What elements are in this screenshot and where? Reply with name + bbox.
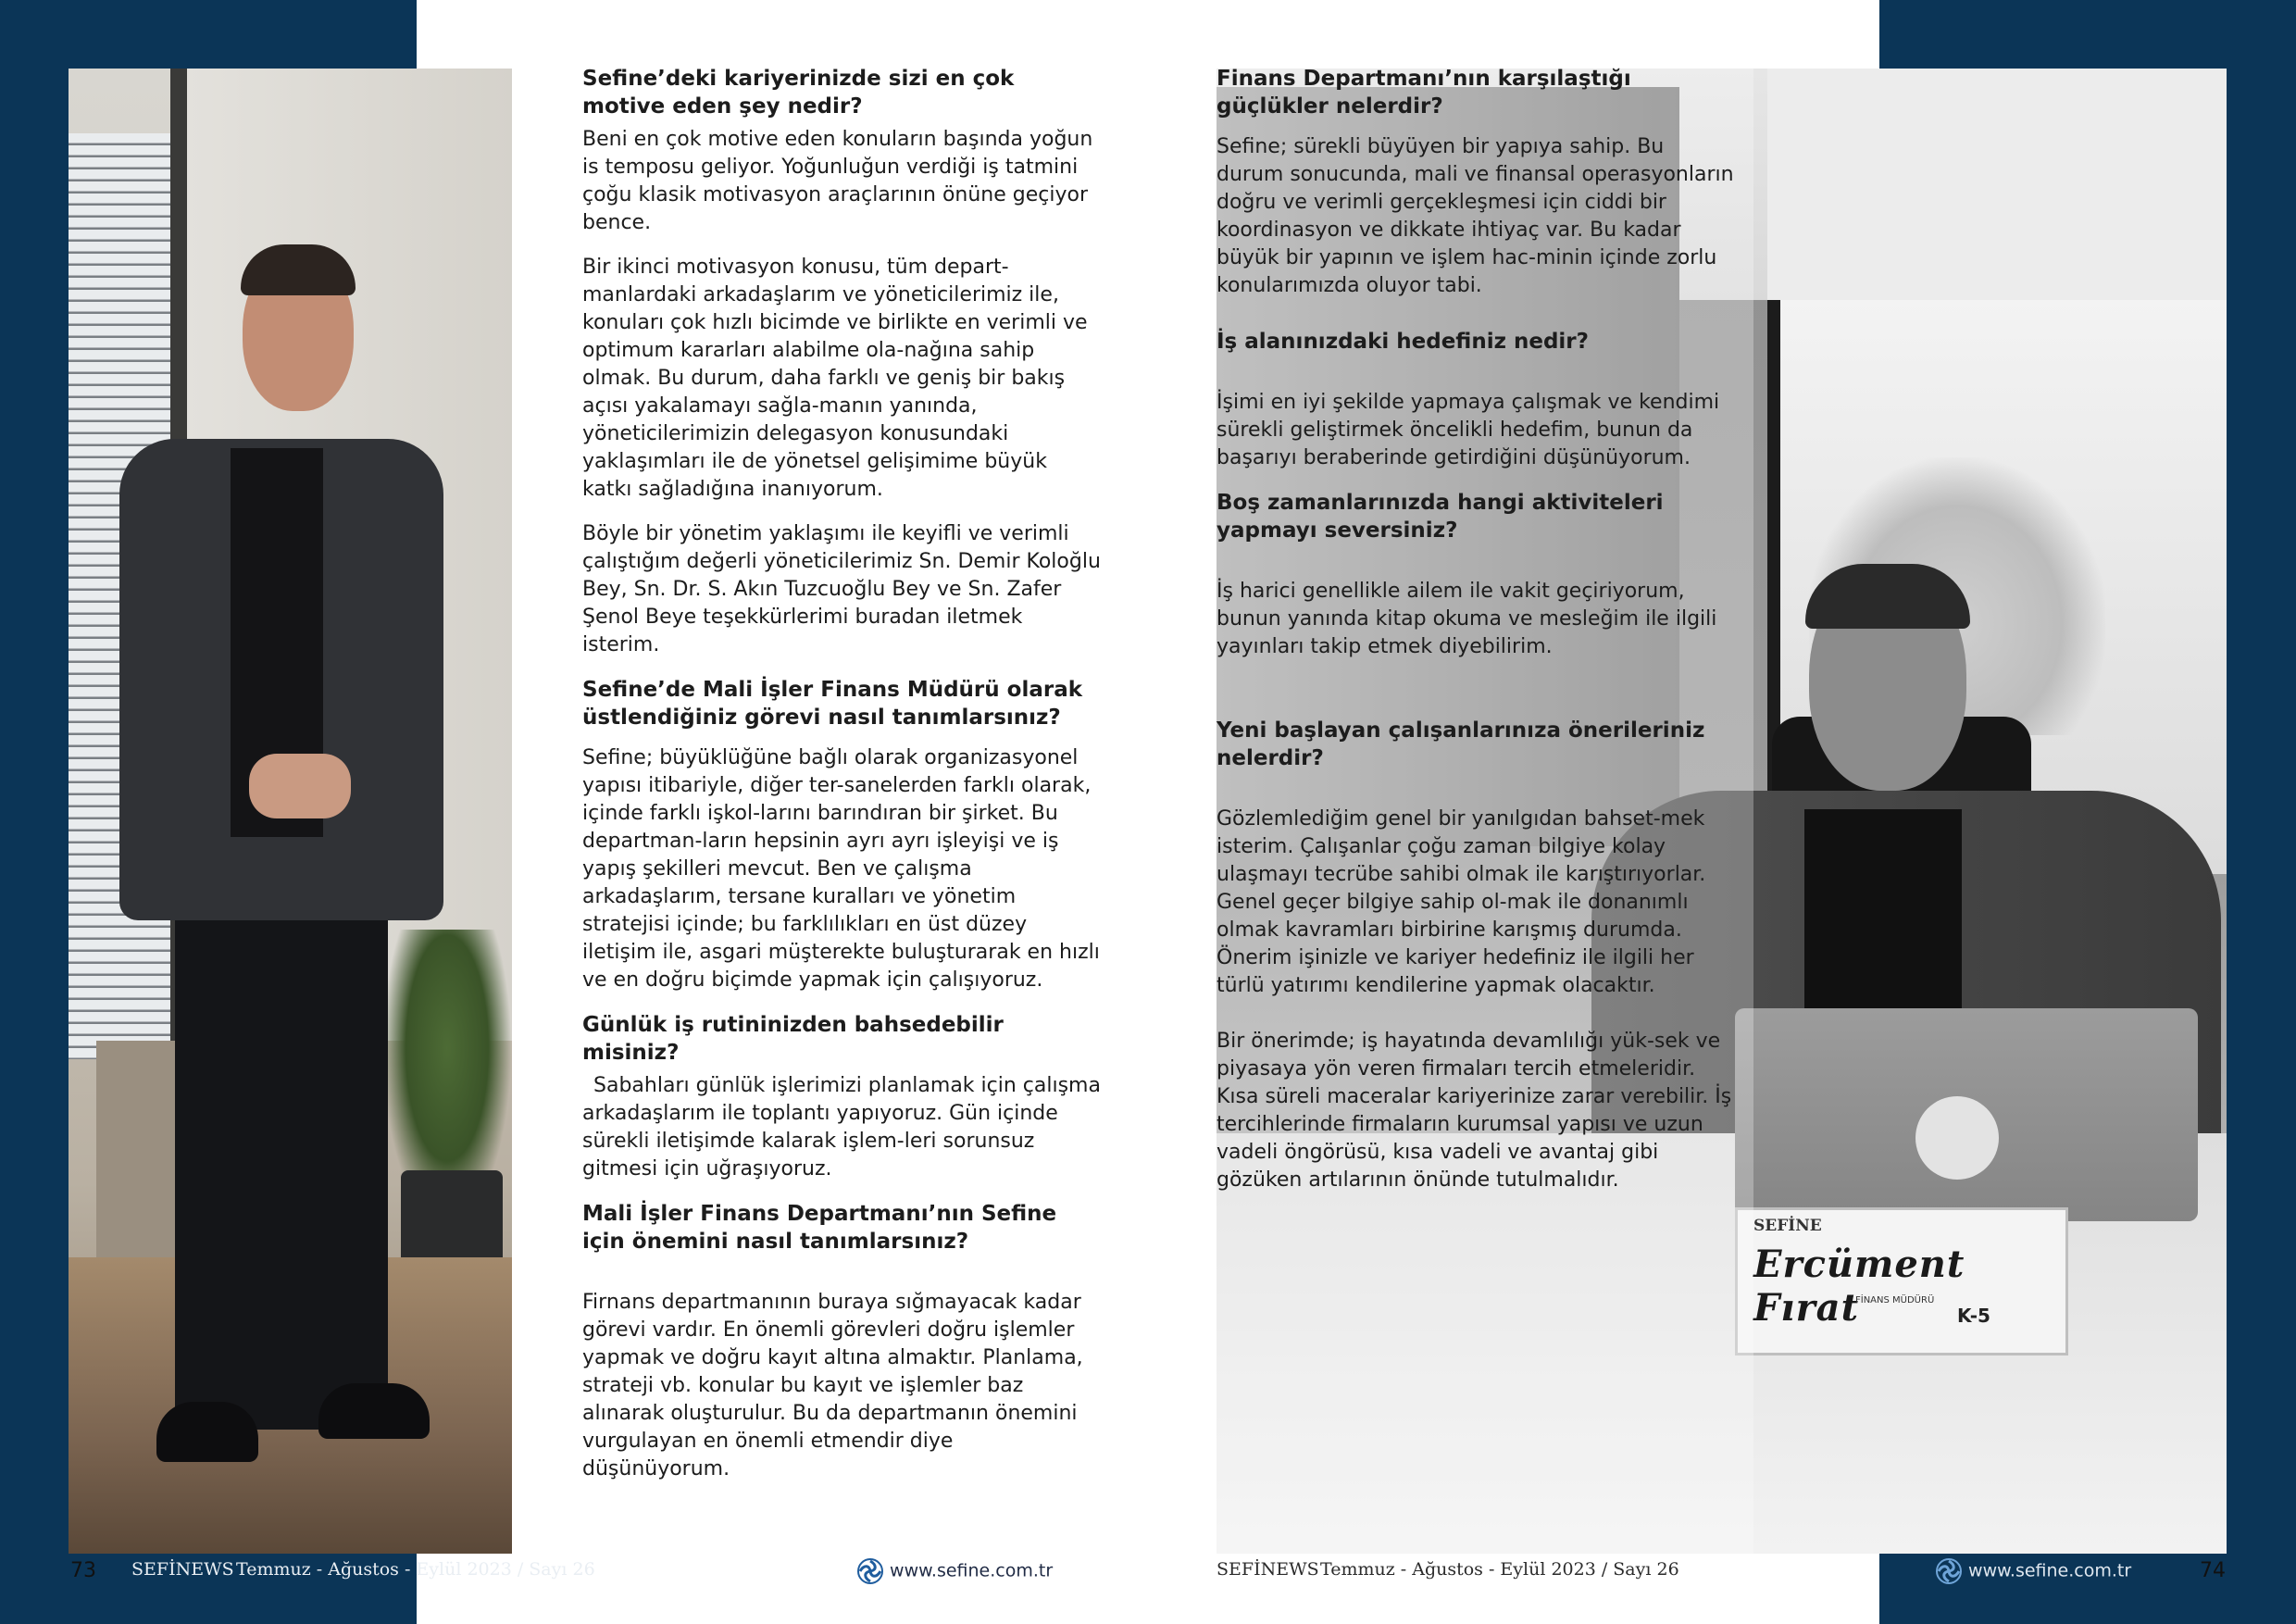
answer-paragraph: İş harici genellikle ailem ile vakit geçiriyorum, bunun yanında kitap okuma ve mesleğim ile ilgili yayınları takip etmek diyebilirim. (1217, 580, 1717, 658)
answer-paragraph: Bir önerimde; iş hayatında devamlılığı yük-sek ve piyasaya yön veren firmaları tercih etmeleridir. Kısa süreli maceralar kariyerinize zarar verebilir. İş tercihlerinde firmaların kurumsal yapısı ve uzun vadeli öngörüsü, kısa vadeli ve avantaj gibi gözüken artılarının önünde tutulmalıdır. (1217, 1030, 1732, 1192)
footer-magazine-left: SEFİNEWS (131, 1559, 234, 1580)
page-number-right: 74 (2200, 1559, 2226, 1582)
page-number-left: 73 (70, 1559, 96, 1582)
nameplate-title: FİNANS MÜDÜRÜ (1855, 1295, 1935, 1305)
question-heading: İş alanınızdaki hedefiniz nedir? (1217, 330, 1589, 354)
footer-website-right[interactable] (1935, 1557, 2131, 1585)
right-text-column (1217, 65, 1735, 1194)
website-link-right[interactable]: www.sefine.com.tr (1968, 1560, 2132, 1581)
sefine-swirl-icon (1935, 1557, 1963, 1585)
answer-paragraph: İşimi en iyi şekilde yapmaya çalışmak ve kendimi sürekli geliştirmek öncelikli hedefim, bunun da başarıyı beraberinde getirdiğini düşünüyorum. (1217, 391, 1720, 469)
footer-issue-left (236, 1559, 595, 1580)
answer-paragraph: Gözlemlediğim genel bir yanılgıdan bahset-mek isterim. Çalışanlar çoğu zaman bilgiye kolay ulaşmayı tecrübe sahibi olmak ile karıştırıyorlar. Genel geçer bilgiye sahip ol-mak ile donanımlı olmak kavramları birbirine karışmış durumda. Önerim işinizle ve kariyer hedefiniz ile ilgili her türlü yatırımı kendilerine yapmak olacaktır. (1217, 807, 1706, 997)
nameplate-badge: K-5 (1957, 1305, 1990, 1327)
answer-paragraph: Sefine; büyüklüğüne bağlı olarak organizasyonel yapısı itibariyle, diğer ter-sanelerden farklı olarak, içinde farklı işkol-larını barındıran bir şirket. Bu departman-ların hepsinin ayrı ayrı işleyişi ve iş yapış şekilleri mevcut. Ben ve çalışma arkadaşlarım, tersane kuralları ve yönetim stratejisi içinde; bu farklılıkları en üst düzey iletişim ile, asgari müşterekte buluşturarak en hızlı ve en doğru biçimde yapmak için çalışıyoruz. (582, 746, 1100, 992)
nameplate-logo: SEFİNE (1753, 1217, 1822, 1235)
footer-website-left[interactable] (856, 1557, 1053, 1585)
footer-issue-left-text: Temmuz - Ağustos - Eylül 2023 / Sayı 26 (236, 1559, 595, 1580)
footer-issue-right (1320, 1559, 1679, 1580)
question-heading: Finans Departmanı’nın karşılaştığı güçlükler nelerdir? (1217, 67, 1631, 119)
question-heading: Mali İşler Finans Departmanı’nın Sefine için önemini nasıl tanımlarsınız? (582, 1202, 1057, 1254)
question-heading: Boş zamanlarınızda hangi aktiviteleri yapmayı seversiniz? (1217, 491, 1664, 543)
answer-paragraph: Firnans departmanının buraya sığmayacak kadar görevi vardır. En önemli görevleri doğru işlemler yapmak ve doğru kayıt altına almaktır. Planlama, strateji vb. konular bu kayıt ve işlemler baz alınarak oluşturulur. Bu da departmanın önemini vurgulayan en önemli etmendir diye düşünüyorum. (582, 1291, 1083, 1480)
question-heading: Sefine’de Mali İşler Finans Müdürü olarak üstlendiğiniz görevi nasıl tanımlarsınız? (582, 678, 1083, 730)
answer-paragraph: Sabahları günlük işlerimizi planlamak için çalışma arkadaşlarım ile toplantı yapıyoruz. Gün içinde sürekli iletişimde kalarak işlem-leri sorunsuz gitmesi için uğraşıyoruz. (582, 1074, 1101, 1181)
footer-issue-right-text: Temmuz - Ağustos - Eylül 2023 / Sayı 26 (1320, 1559, 1679, 1580)
sefine-swirl-icon (856, 1557, 884, 1585)
portrait-photo-standing (69, 69, 512, 1554)
answer-paragraph: Bir ikinci motivasyon konusu, tüm depart-manlardaki arkadaşlarım ve yöneticilerimiz ile, konuları çok hızlı bicimde ve birlikte en verimli ve optimum kararları alabilme ola-nağına sahip olmak. Bu durum, daha farklı ve geniş bir bakış açısı yakalamayı sağla-manın yanında, yöneticilerimizin delegasyon konusundaki yaklaşımları ile de yönetsel gelişimime büyük katkı sağladığına inanıyorum. (582, 256, 1088, 501)
left-text-column (582, 65, 1101, 1483)
answer-paragraph: Böyle bir yönetim yaklaşımı ile keyifli ve verimli çalıştığım değerli yöneticilerimiz Sn. Demir Koloğlu Bey, Sn. Dr. S. Akın Tuzcuoğlu Bey ve Sn. Zafer Şenol Beye teşekkürlerimi buradan iletmek isterim. (582, 522, 1101, 656)
answer-paragraph: Beni en çok motive eden konuların başında yoğun is temposu geliyor. Yoğunluğun verdiği iş tatmini çoğu klasik motivasyon araçlarının önüne geçiyor bence. (582, 128, 1093, 234)
question-heading: Günlük iş rutininizden bahsedebilir misiniz? (582, 1013, 1004, 1065)
nameplate-name: Ercüment Fırat (1753, 1243, 1965, 1330)
answer-paragraph: Sefine; sürekli büyüyen bir yapıya sahip. Bu durum sonucunda, mali ve finansal operasyonların doğru ve verimli gerçekleşmesi için ciddi bir koordinasyon ve dikkate ihtiyaç var. Bu kadar büyük bir yapının ve işlem hac-minin içinde zorlu konularımızda oluyor tabi. (1217, 135, 1734, 297)
laptop-logo-icon (1915, 1096, 1999, 1180)
footer-magazine-right: SEFİNEWS (1217, 1559, 1319, 1580)
website-link-left[interactable]: www.sefine.com.tr (890, 1560, 1054, 1581)
question-heading: Sefine’deki kariyerinizde sizi en çok motive eden şey nedir? (582, 67, 1015, 119)
question-heading: Yeni başlayan çalışanlarınıza önerileriniz nelerdir? (1217, 718, 1705, 770)
